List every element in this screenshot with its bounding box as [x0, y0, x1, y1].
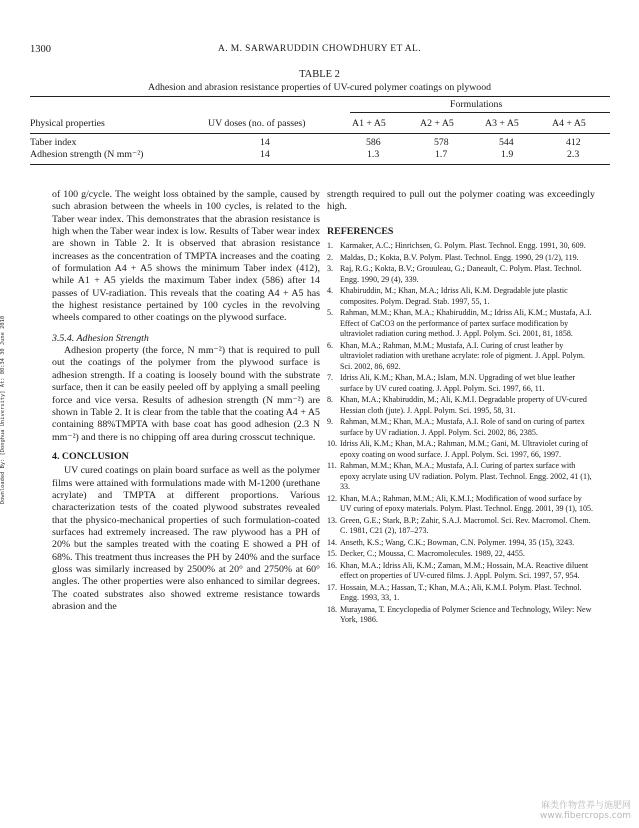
row-value: 578 — [434, 137, 449, 148]
body-paragraph: of 100 g/cycle. The weight loss obtained by the sample, caused by such abrasion between the wheels in 100 cycles, is related to the Taber wear index. This demonstrates that the abrasion resistance is high when the Taber wear index is low. Results of Taber wear index are shown in Table 2. It is observed that abrasion resistance increases as the concentration of TMPTA increases and the coating of formulation A4 + A5 shows the minimum Taber index (412), while A1 + A5 yields the maximum Taber index (586) after 14 passes of UV-radiation. This reveals that the coating A4 + A5 has the highest resistance pertained by 100 cycles in the revolving wheels compared to other coatings on the plywood surface. — [52, 189, 320, 324]
table-title: TABLE 2 — [299, 69, 340, 80]
reference-item — [327, 395, 595, 416]
reference-item — [327, 373, 595, 394]
reference-number: 2. — [327, 252, 334, 262]
reference-item — [327, 549, 595, 560]
table-bottom-rule — [30, 164, 610, 165]
reference-text: Khan, M.A.; Rahman, M.M.; Mustafa, A.I. Curing of crust leather by ultraviolet radiation with urethane acrylate: role of pigment. J. Appl. Polym. Sci. 2002, 86, 692. — [340, 340, 585, 371]
reference-item — [327, 561, 595, 582]
reference-text: Murayama, T. Encyclopedia of Polymer Science and Technology, Wiley: New York, 1986. — [340, 604, 592, 625]
reference-text: Khan, M.A.; Khabiruddin, M.; Ali, K.M.I. Degradable property of UV-cured Hessian cloth (jute). J. Appl. Polym. Sci. 1995, 58, 31. — [340, 395, 587, 415]
row-value: 1.9 — [501, 149, 514, 160]
reference-item — [327, 241, 595, 252]
reference-number: 18. — [327, 604, 338, 614]
row-value: 1.7 — [435, 149, 448, 160]
reference-text: Raj, R.G.; Kokta, B.V.; Grouuleau, G.; Daneault, C. Polym. Plast. Technol. Engg. 1990, 29 (4), 339. — [340, 264, 582, 284]
reference-item — [327, 253, 595, 264]
col-header-property: Physical properties — [30, 118, 105, 129]
reference-number: 5. — [327, 308, 334, 318]
reference-item — [327, 417, 595, 438]
reference-text: Decker, C.; Moussa, C. Macromolecules. 1989, 22, 4455. — [340, 549, 525, 559]
reference-text: Idriss Ali, K.M.; Khan, M.A.; Islam, M.N. Upgrading of wet blue leather surface by UV cured coating. J. Appl. Polym. Sci. 1997, 66, 11. — [340, 373, 576, 393]
reference-number: 17. — [327, 582, 338, 592]
reference-number: 15. — [327, 549, 338, 559]
reference-number: 14. — [327, 537, 338, 547]
col-header-formulation: A3 + A5 — [485, 118, 519, 129]
reference-number: 1. — [327, 241, 334, 251]
reference-number: 4. — [327, 286, 334, 296]
reference-text: Rahman, M.M.; Khan, M.A.; Mustafa, A.I. Curing of partex surface with epoxy acrylate using UV radiation. Polym. Plast. Technol. Engg. 2002, 41 (1), 33. — [340, 461, 592, 492]
body-paragraph: UV cured coatings on plain board surface as well as the polymer films were attained with formulations made with M-1200 (urethane acrylate) and TMPTA at different proportions. Various characterization tests of the coated plywood substrates revealed that the physico-mechanical properties of such formulation-coated surfaces had extremely increased. The raw plywood has a PH of 20% but the samples treated with the coating E showed a PH of 68%. This treatment thus increases the PH by 240% and the surface gloss was similarly increased by 2500% at 20° and 2750% at 60° angles. The other properties were also enhanced to similar degrees. The coated substrates also showed extreme resistance towards abrasion and the — [52, 465, 320, 612]
watermark-url: www.fibercrops.com — [540, 811, 631, 821]
col-header-formulation: A1 + A5 — [352, 118, 386, 129]
table-caption: Adhesion and abrasion resistance properties of UV-cured polymer coatings on plywood — [148, 82, 491, 93]
table-top-rule — [30, 96, 610, 97]
reference-item — [327, 516, 595, 537]
reference-number: 3. — [327, 264, 334, 274]
reference-text: Khan, M.A.; Idriss Ali, K.M.; Zaman, M.M.; Hossain, M.A. Reactive diluent effect on properties of UV-cured films. J. Appl. Polym. Sci. 1997, 57, 954. — [340, 560, 589, 581]
reference-number: 11. — [327, 461, 337, 471]
reference-number: 7. — [327, 373, 334, 383]
reference-item — [327, 583, 595, 604]
reference-text: Khabiruddin, M.; Khan, M.A.; Idriss Ali, K.M. Degradable jute plastic composites. Polym. Degrad. Stab. 1997, 55, 1. — [340, 286, 568, 306]
row-value: 586 — [366, 137, 381, 148]
reference-number: 16. — [327, 560, 338, 570]
subsection-heading: 3.5.4. Adhesion Strength — [52, 332, 149, 344]
download-side-note: Downloaded By: [Donghua University] At: 00:34 30 June 2010 — [0, 315, 6, 505]
reference-number: 8. — [327, 395, 334, 405]
reference-text: Green, G.E.; Stark, B.P.; Zahir, S.A.J. Macromol. Sci. Rev. Macromol. Chem. C. 1981, C21 (2), 187–273. — [340, 515, 591, 536]
row-value: 1.3 — [367, 149, 380, 160]
reference-item — [327, 341, 595, 373]
reference-text: Anseth, K.S.; Wang, C.K.; Bowman, C.N. Polymer. 1994, 35 (15), 3243. — [340, 537, 575, 547]
reference-item — [327, 264, 595, 285]
col-header-uv-doses: UV doses (no. of passes) — [208, 118, 306, 129]
reference-item — [327, 494, 595, 515]
reference-number: 10. — [327, 439, 338, 449]
reference-item — [327, 308, 595, 340]
reference-item — [327, 538, 595, 549]
row-property: Taber index — [30, 137, 77, 148]
reference-text: Maldas, D.; Kokta, B.V. Polym. Plast. Technol. Engg. 1990, 29 (1/2), 119. — [340, 252, 579, 262]
references-heading: REFERENCES — [327, 225, 394, 237]
table-header-rule — [30, 133, 610, 134]
reference-number: 6. — [327, 340, 334, 350]
row-property: Adhesion strength (N mm⁻²) — [30, 149, 144, 160]
body-paragraph: Adhesion property (the force, N mm⁻²) that is required to pull out the coatings of the polymer from the plywood surface is adhesion strength. If a coating is loosely bound with the substrate surface, then it can be easily peeled off by applying a small peeling force and vice versa. Results of adhesion strength (N mm⁻²) are shown in Table 2. It is clear from the table that the coating A4 + A5 containing 88%TMPTA with base coat has good adhesion (2.3 N mm⁻²) and there is no chipping off area during crosscut technique. — [52, 345, 320, 443]
reference-text: Idriss Ali, K.M.; Khan, M.A.; Rahman, M.M.; Gani, M. Ultraviolet curing of epoxy coating on wood surface. J. Appl. Polym. Sci. 1997, 66, 1997. — [340, 439, 589, 459]
reference-text: Hossain, M.A.; Hassan, T.; Khan, M.A.; Ali, K.M.I. Polym. Plast. Technol. Engg. 1993, 33, 1. — [340, 582, 582, 603]
reference-text: Karmaker, A.C.; Hinrichsen, G. Polym. Plast. Technol. Engg. 1991, 30, 609. — [340, 241, 586, 251]
right-column — [327, 189, 595, 627]
col-header-formulation: A2 + A5 — [420, 118, 454, 129]
reference-item — [327, 605, 595, 626]
group-rule — [350, 112, 610, 113]
site-watermark — [540, 798, 631, 821]
reference-text: Khan, M.A.; Rahman, M.M.; Ali, K.M.I.; Modification of wood surface by UV curing of epoxy materials. Polym. Plast. Technol. Engg. 2001, 39 (1), 105. — [340, 493, 594, 514]
col-header-formulation: A4 + A5 — [552, 118, 586, 129]
running-head: A. M. SARWARUDDIN CHOWDHURY ET AL. — [217, 44, 422, 54]
reference-number: 12. — [327, 493, 338, 503]
reference-text: Rahman, M.M.; Khan, M.A.; Khabiruddin, M.; Idriss Ali, K.M.; Mustafa, A.I. Effect of CaCO3 on the performance of partex surface modification by ultraviolet radiation curing method. J. Appl. Polym. Sci. 2001, 81, 1858. — [340, 308, 592, 339]
reference-text: Rahman, M.M.; Khan, M.A.; Mustafa, A.I. Role of sand on curing of partex surface by UV radiation. J. Appl. Polym. Sci. 2002, 86, 2385. — [340, 417, 585, 437]
reference-number: 13. — [327, 515, 338, 525]
formulations-group-header: Formulations — [450, 99, 503, 110]
section-heading: 4. CONCLUSION — [52, 450, 129, 462]
row-uv: 14 — [260, 137, 270, 148]
row-value: 412 — [566, 137, 581, 148]
page-number: 1300 — [30, 44, 51, 55]
body-paragraph: strength required to pull out the polymer coating was exceedingly high. — [327, 189, 595, 213]
left-column — [52, 189, 320, 613]
reference-item — [327, 286, 595, 307]
reference-item — [327, 439, 595, 460]
reference-list — [327, 241, 595, 626]
row-uv: 14 — [260, 149, 270, 160]
row-value: 544 — [499, 137, 514, 148]
row-value: 2.3 — [567, 149, 580, 160]
watermark-text: 麻类作物营养与施肥网 — [540, 801, 631, 811]
reference-item — [327, 461, 595, 493]
reference-number: 9. — [327, 417, 334, 427]
